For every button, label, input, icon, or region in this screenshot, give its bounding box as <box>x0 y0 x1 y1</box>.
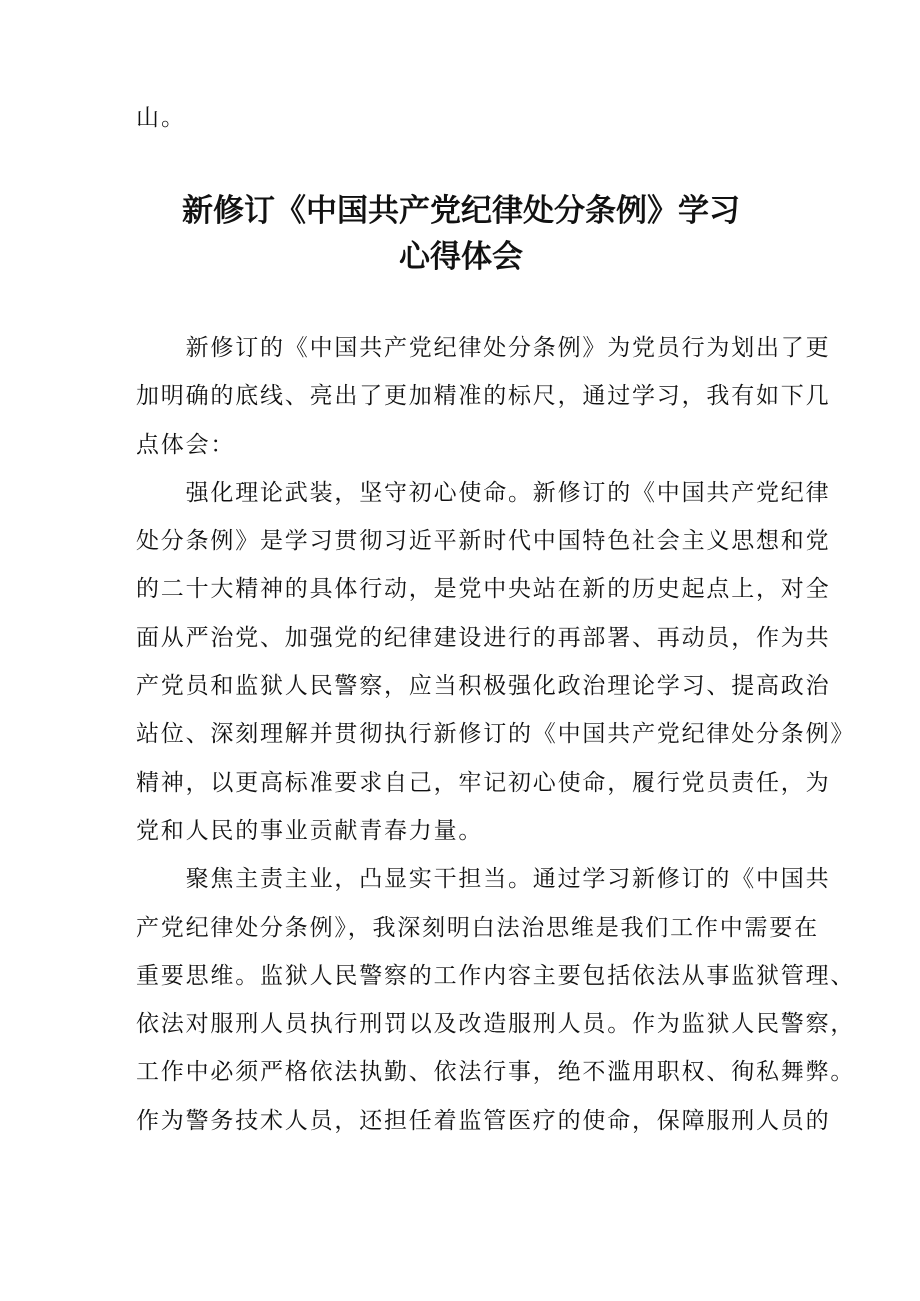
paragraph-duty <box>136 855 856 1145</box>
text-line: 强化理论武装，坚守初心使命。新修订的《中国共产党纪律 <box>136 479 831 506</box>
text-line: 依法对服刑人员执行刑罚以及改造服刑人员。作为监狱人民警察， <box>136 1011 856 1038</box>
text-line: 聚焦主责主业，凸显实干担当。通过学习新修订的《中国共 <box>136 866 831 893</box>
body-text <box>136 324 856 1145</box>
text-line: 重要思维。监狱人民警察的工作内容主要包括依法从事监狱管理、 <box>136 962 856 989</box>
page-title <box>136 188 786 280</box>
paragraph-theory <box>136 469 856 855</box>
carry-over-text: 山。 <box>136 105 186 131</box>
page-content <box>136 94 856 1145</box>
text-line: 工作中必须严格依法执勤、依法行事，绝不滥用职权、徇私舞弊。 <box>136 1059 856 1086</box>
text-line: 面从严治党、加强党的纪律建设进行的再部署、再动员，作为共 <box>136 624 831 651</box>
title-line-2: 心得体会 <box>399 239 523 275</box>
text-line: 作为警务技术人员，还担任着监管医疗的使命，保障服刑人员的 <box>136 1107 831 1134</box>
text-line: 新修订的《中国共产党纪律处分条例》为党员行为划出了更 <box>136 335 831 361</box>
text-line: 加明确的底线、亮出了更加精准的标尺，通过学习，我有如下几 <box>136 383 831 410</box>
text-line: 的二十大精神的具体行动，是党中央站在新的历史起点上，对全 <box>136 576 831 603</box>
text-line: 站位、深刻理解并贯彻执行新修订的《中国共产党纪律处分条例》 <box>136 721 856 748</box>
title-line-1: 新修订《中国共产党纪律处分条例》学习 <box>182 193 740 229</box>
text-line: 党和人民的事业贡献青春力量。 <box>136 817 484 844</box>
text-line: 产党员和监狱人民警察，应当积极强化政治理论学习、提高政治 <box>136 673 831 700</box>
paragraph-intro <box>136 324 831 469</box>
text-line: 点体会： <box>136 431 236 458</box>
text-line: 产党纪律处分条例》，我深刻明白法治思维是我们工作中需要在 <box>136 914 819 941</box>
text-line: 处分条例》是学习贯彻习近平新时代中国特色社会主义思想和党 <box>136 528 831 555</box>
text-line: 精神，以更高标准要求自己，牢记初心使命，履行党员责任，为 <box>136 769 831 796</box>
